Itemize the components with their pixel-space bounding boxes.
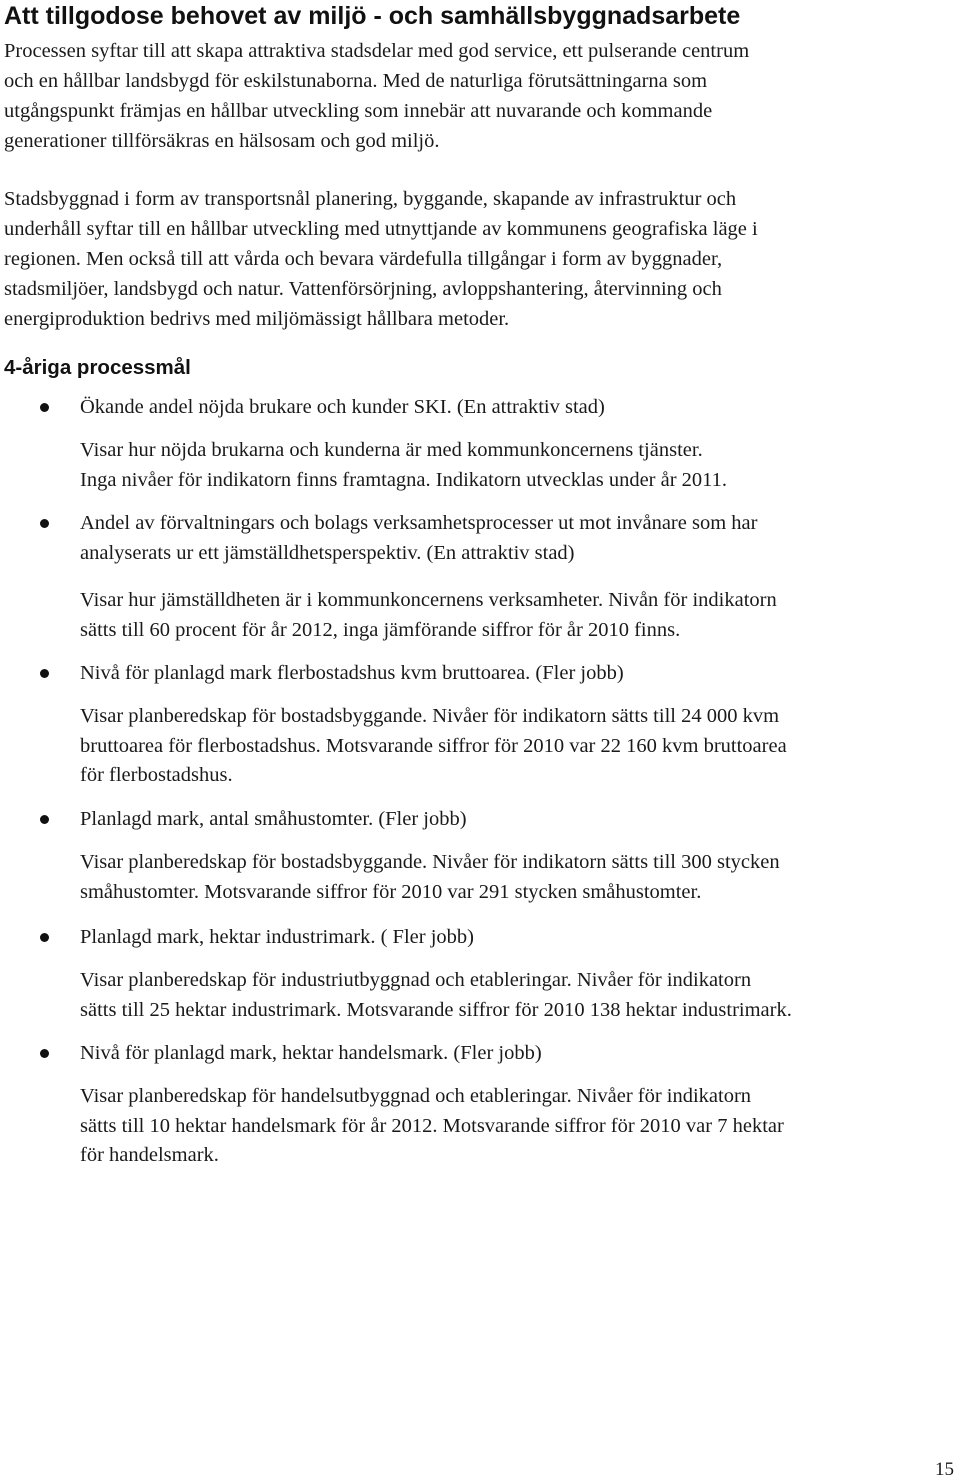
goal-title [80,922,474,952]
body-line: energiproduktion bedrivs med miljömässigt hållbara metoder. [4,308,510,330]
goal-title-line: Ökande andel nöjda brukare och kunder SKI. (En attraktiv stad) [80,396,605,418]
goal-title [80,804,467,834]
goal-title-line: Nivå för planlagd mark, hektar handelsmark. (Fler jobb) [80,1042,542,1064]
bullet-icon [40,669,49,678]
section-subheading: 4-åriga processmål [4,356,191,379]
goal-description-line: för handelsmark. [80,1144,219,1166]
bullet-icon [40,933,49,942]
goal-title [80,392,605,422]
goal-description [80,1082,784,1171]
intro-paragraph [4,36,956,156]
goal-description [80,586,777,645]
goal-description [80,436,727,495]
bullet-icon [40,403,49,412]
goal-description-line: Visar planberedskap för bostadsbyggande. Nivåer för indikatorn sätts till 300 stycken [80,851,780,873]
goal-description-line: småhustomter. Motsvarande siffror för 2010 var 291 stycken småhustomter. [80,880,702,903]
goal-description-line: sätts till 10 hektar handelsmark för år 2012. Motsvarande siffror för 2010 var 7 hektar [80,1114,784,1137]
intro-line: och en hållbar landsbygd för eskilstunaborna. Med de naturliga förutsättningarna som [4,70,708,92]
goal-description [80,702,787,791]
goal-description-line: Visar hur nöjda brukarna och kunderna är med kommunkoncernens tjänster. [80,439,703,461]
goal-description-line: Visar planberedskap för handelsutbyggnad och etableringar. Nivåer för indikatorn [80,1085,752,1107]
goal-title-line: Planlagd mark, hektar industrimark. ( Fler jobb) [80,926,474,948]
bullet-icon [40,1049,49,1058]
intro-line: Processen syftar till att skapa attraktiva stadsdelar med god service, ett pulserande centrum [4,40,750,62]
intro-line: generationer tillförsäkras en hälsosam och god miljö. [4,130,440,152]
goal-description-line: Visar planberedskap för bostadsbyggande. Nivåer för indikatorn sätts till 24 000 kvm [80,705,780,727]
goal-title-line: Andel av förvaltningars och bolags verksamhetsprocesser ut mot invånare som har [80,512,758,534]
goal-title-line: Planlagd mark, antal småhustomter. (Fler jobb) [80,808,467,830]
goal-description-line: Inga nivåer för indikatorn finns framtagna. Indikatorn utvecklas under år 2011. [80,468,728,491]
goal-description-line: bruttoarea för flerbostadshus. Motsvarande siffror för 2010 var 22 160 kvm bruttoarea [80,734,787,757]
body-paragraph [4,184,956,334]
goal-description-line: sätts till 60 procent för år 2012, inga jämförande siffror för år 2010 finns. [80,618,681,641]
goal-description [80,966,792,1025]
goal-title-line: Nivå för planlagd mark flerbostadshus kvm bruttoarea. (Fler jobb) [80,662,624,684]
goal-title [80,1038,542,1068]
page-number: 15 [935,1459,954,1480]
goal-description-line: för flerbostadshus. [80,764,233,786]
bullet-icon [40,815,49,824]
body-line: stadsmiljöer, landsbygd och natur. Vattenförsörjning, avloppshantering, återvinning och [4,278,722,300]
goal-title [80,508,757,568]
bullet-icon [40,519,49,528]
goal-description-line: Visar planberedskap för industriutbyggnad och etableringar. Nivåer för indikatorn [80,969,752,991]
goal-description [80,848,780,907]
goal-title-line: analyserats ur ett jämställdhetsperspektiv. (En attraktiv stad) [80,542,575,564]
goal-description-line: sätts till 25 hektar industrimark. Motsvarande siffror för 2010 138 hektar industrimark. [80,998,792,1021]
body-line: regionen. Men också till att vårda och bevara värdefulla tillgångar i form av byggnader, [4,248,723,270]
page-heading: Att tillgodose behovet av miljö - och samhällsbyggnadsarbete [4,2,741,30]
body-line: Stadsbyggnad i form av transportsnål planering, byggande, skapande av infrastruktur och [4,188,737,210]
goal-title [80,658,624,688]
intro-line: utgångspunkt främjas en hållbar utveckling som innebär att nuvarande och kommande [4,100,713,122]
body-line: underhåll syftar till en hållbar utveckling med utnyttjande av kommunens geografiska läge i [4,218,758,240]
goal-description-line: Visar hur jämställdheten är i kommunkoncernens verksamheter. Nivån för indikatorn [80,589,777,611]
